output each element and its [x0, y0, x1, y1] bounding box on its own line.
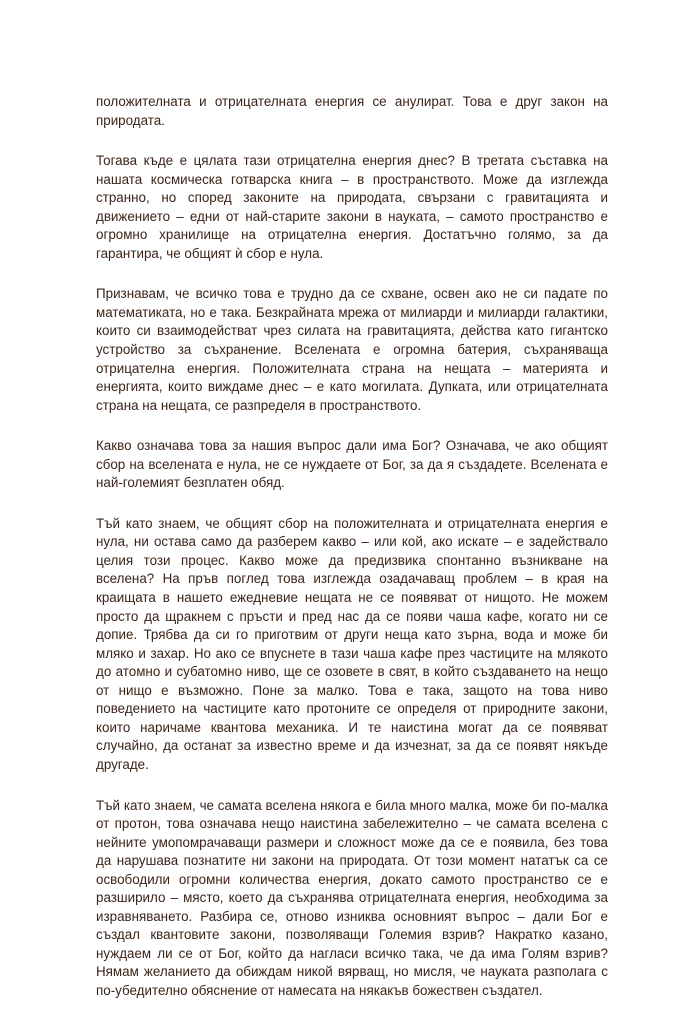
paragraph: Тъй като знаем, че общият сбор на положителната и отрицателната енергия е нула, ни остава само да разберем какво – или кой, ако искате – е задействало целия този процес. Какво може да предизвика спонтанно възникване на вселена? На пръв поглед това изглежда озадачаващ проблем – в края на краищата в нашето ежедневие нещата не се появяват от нищото. Не можем просто да щракнем с пръсти и пред нас да се появи чаша кафе, когато ни се допие. Трябва да си го приготвим от други неща като зърна, вода и може би мляко и захар. Но ако се впуснете в тази чаша кафе през частиците на млякото до атомно и субатомно ниво, ще се озовете в свят, в който създаването на нещо от нищо е възможно. Поне за малко. Това е така, защото на това ниво поведението на частиците като протоните се определя от природните закони, които наричаме квантова механика. И те наистина могат да се появяват случайно, да останат за известно време и да изчезнат, за да се появят някъде другаде.: [96, 515, 608, 772]
paragraph: Тъй като знаем, че самата вселена някога е била много малка, може би по-малка от протон, това означава нещо наистина забележително – че самата вселена с нейните умопомрачаващи размери и сложност може да се е появила, без това да нарушава познатите ни закони на природата. От този момент нататък са се освободили огромни количества енергия, докато самото пространство се е разширило – място, което да съхранява отрицателната енергия, необходима за изравняването. Разбира се, отново изниква основният въпрос – дали Бог е създал квантовите закони, позволяващи Големия взрив? Накратко казано, нуждаем ли се от Бог, който да нагласи всичко така, че да има Голям взрив? Нямам желанието да обиждам никой вярващ, но мисля, че науката разполага с по-убедително обяснение от намесата на някакъв божествен създател.: [96, 797, 608, 998]
paragraph: Признавам, че всичко това е трудно да се схване, освен ако не си падате по математиката, но е така. Безкрайната мрежа от милиарди и милиарди галактики, които си взаимодействат чрез силата на гравитацията, действа като гигантско устройство за съхранение. Вселената е огромна батерия, съхраняваща отрицателна енергия. Положителната страна на нещата – материята и енергията, които виждаме днес – е като могилата. Дупката, или отрицателната страна на нещата, се разпределя в пространството.: [96, 286, 608, 413]
document-page: [96, 93, 608, 1023]
paragraph: Тогава къде е цялата тази отрицателна енергия днес? В третата съставка на нашата космическа готварска книга – в пространството. Може да изглежда странно, но според законите на природата, свързани с гравитацията и движението – едни от най-старите закони в науката, – самото пространство е огромно хранилище на отрицателна енергия. Достатъчно голямо, за да гарантира, че общият ѝ сбор е нула.: [96, 153, 608, 261]
paragraph: Какво означава това за нашия въпрос дали има Бог? Означава, че ако общият сбор на вселената е нула, не се нуждаете от Бог, за да я създадете. Вселената е най-големият безплатен обяд.: [96, 438, 608, 491]
paragraph: положителната и отрицателната енергия се анулират. Това е друг закон на природата.: [96, 94, 608, 128]
